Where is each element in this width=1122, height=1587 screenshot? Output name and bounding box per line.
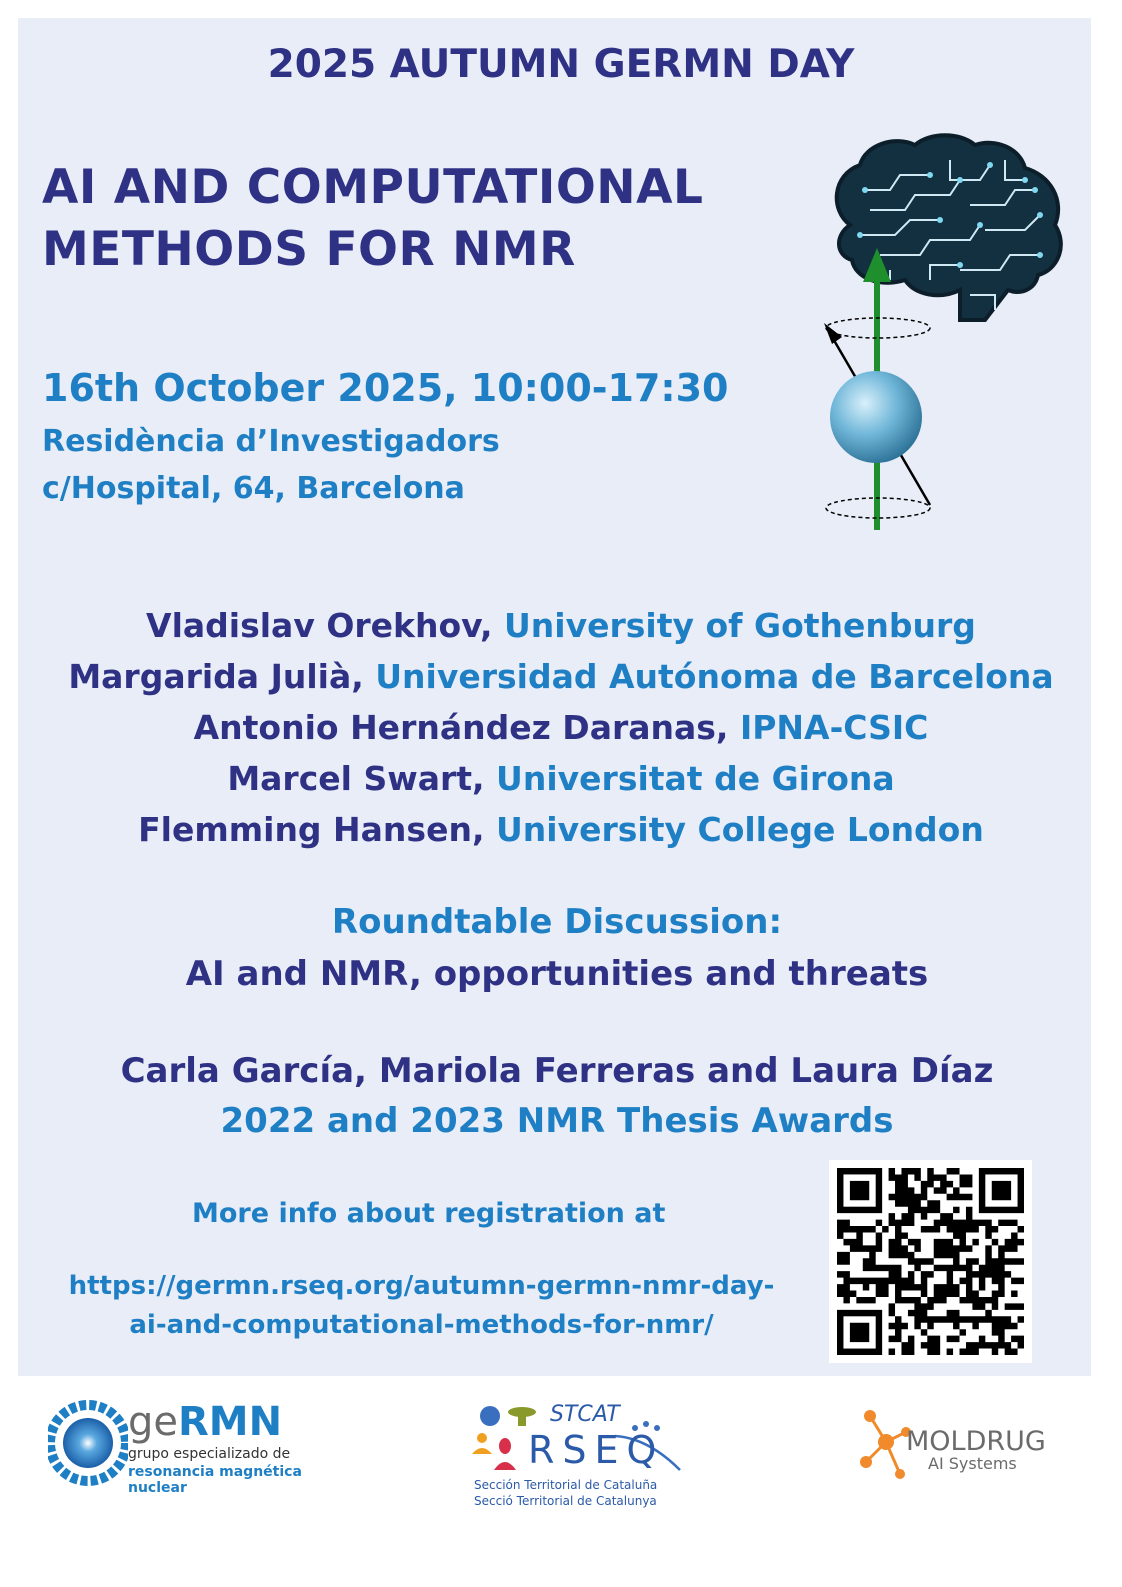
awards-label: 2022 and 2023 NMR Thesis Awards (220, 1101, 894, 1141)
speaker-institution: IPNA-CSIC (739, 708, 929, 747)
speaker-institution: Universitat de Girona (496, 759, 895, 798)
rseq-line-2: Secció Territorial de Catalunya (474, 1494, 657, 1508)
roundtable-title: Roundtable Discussion: (331, 902, 783, 942)
event-day-heading: 2025 AUTUMN GERMN DAY (267, 42, 855, 87)
germn-prefix: ge (128, 1399, 178, 1445)
moldrug-sub: AI Systems (928, 1454, 1017, 1473)
title-line-2: METHODS FOR NMR (42, 222, 576, 277)
speaker-row (0, 753, 1122, 804)
germn-line-2: resonancia magnética nuclear (128, 1464, 302, 1496)
speaker-row (0, 804, 1122, 855)
qr-code[interactable] (829, 1160, 1032, 1363)
registration-info: More info about registration at (192, 1198, 666, 1229)
speaker-name: Margarida Julià, (68, 657, 364, 696)
registration-link-line-1[interactable]: https://germn.rseq.org/autumn-germn-nmr-day- (68, 1271, 775, 1301)
brain-spin-illustration (810, 130, 1080, 550)
date-time: 16th October 2025, 10:00-17:30 (42, 366, 729, 410)
speaker-name: Vladislav Orekhov, (146, 606, 493, 645)
germn-emblem-icon (48, 1398, 128, 1488)
speaker-institution: University College London (495, 810, 984, 849)
qr-code-icon (829, 1160, 1032, 1363)
rseq-line-1: Sección Territorial de Cataluña (474, 1478, 658, 1492)
speaker-row (0, 600, 1122, 651)
speaker-row (0, 702, 1122, 753)
speaker-institution: University of Gothenburg (504, 606, 976, 645)
speaker-name: Marcel Swart, (227, 759, 485, 798)
rseq-logo (470, 1402, 710, 1512)
circuit-brain-icon (837, 135, 1061, 320)
speakers-list (0, 600, 1122, 855)
germn-wordmark (128, 1399, 283, 1445)
moldrug-name: MOLDRUG (906, 1426, 1046, 1457)
rseq-stcat: STCAT (550, 1402, 620, 1427)
title-line-1: AI AND COMPUTATIONAL (42, 160, 704, 215)
germn-line-1: grupo especializado de (128, 1446, 291, 1462)
speaker-name: Flemming Hansen, (138, 810, 485, 849)
registration-link-line-2[interactable]: ai-and-computational-methods-for-nmr/ (129, 1310, 714, 1340)
moldrug-logo (856, 1404, 1066, 1484)
venue-line-2: c/Hospital, 64, Barcelona (42, 471, 465, 506)
speaker-institution: Universidad Autónoma de Barcelona (375, 657, 1054, 696)
rseq-name: RSEQ (528, 1428, 665, 1472)
speaker-row (0, 651, 1122, 702)
germn-suffix: RMN (178, 1399, 283, 1445)
speaker-name: Antonio Hernández Daranas, (193, 708, 729, 747)
germn-logo (48, 1398, 348, 1496)
awardees: Carla García, Mariola Ferreras and Laura Díaz (120, 1051, 994, 1091)
roundtable-subtitle: AI and NMR, opportunities and threats (185, 954, 929, 994)
poster-title (42, 157, 703, 281)
venue-line-1: Residència d’Investigadors (42, 424, 500, 459)
